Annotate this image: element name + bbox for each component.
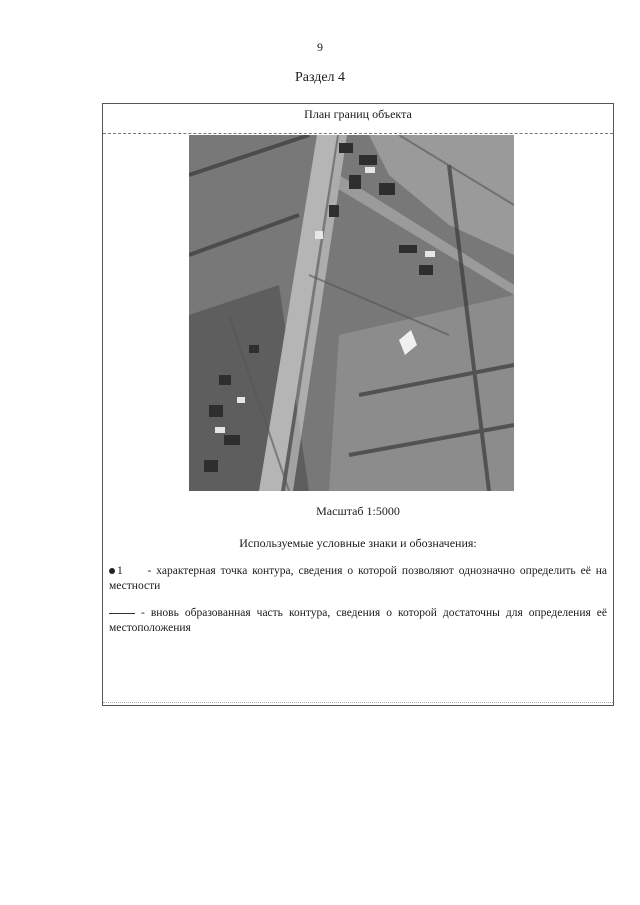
legend-item-line: [109, 606, 607, 636]
plan-frame: [102, 103, 614, 706]
point-marker-label: 1: [117, 565, 123, 577]
map-scale: Масштаб 1:5000: [316, 504, 400, 518]
frame-header: План границ объекта: [103, 104, 613, 134]
point-marker-icon: [109, 568, 115, 574]
section-title: Раздел 4: [294, 70, 346, 85]
legend-item-point: [109, 564, 607, 594]
legend-text-line: - вновь образованная часть контура, сведения о которой достаточны для определения её местоположения: [109, 607, 607, 634]
legend-title: Используемые условные знаки и обозначения:: [239, 536, 477, 550]
boundary-line-icon: [109, 613, 135, 614]
aerial-map-image: [189, 135, 514, 491]
page-number: 9: [317, 40, 323, 54]
frame-bottom-divider: [103, 702, 613, 703]
legend-text-point: - характерная точка контура, сведения о которой позволяют однозначно определить её на местности: [109, 565, 608, 592]
